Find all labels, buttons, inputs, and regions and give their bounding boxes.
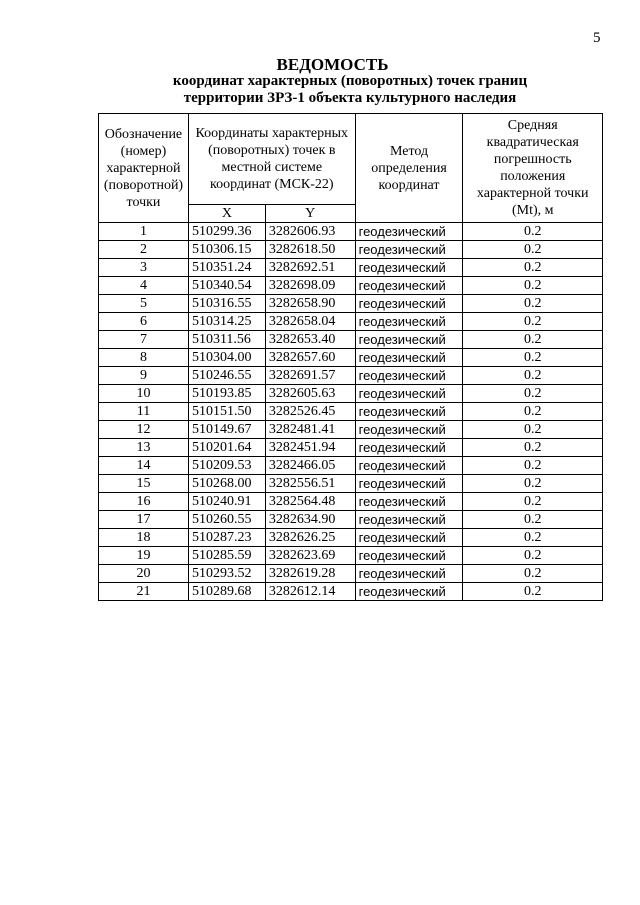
point-number-cell: 10 [99,385,189,403]
y-coordinate-cell: 3282526.45 [265,403,355,421]
x-coordinate-cell: 510293.52 [188,565,265,583]
accuracy-cell: 0.2 [463,223,603,241]
point-number-cell: 3 [99,259,189,277]
x-coordinate-cell: 510340.54 [188,277,265,295]
y-coordinate-cell: 3282634.90 [265,511,355,529]
method-cell: геодезический [355,493,463,511]
x-coordinate-cell: 510316.55 [188,295,265,313]
method-cell: геодезический [355,367,463,385]
accuracy-cell: 0.2 [463,529,603,547]
page-number: 5 [593,30,601,46]
x-coordinate-cell: 510193.85 [188,385,265,403]
method-cell: геодезический [355,439,463,457]
header-designation: Обозначение (номер) характерной (поворотной) точки [99,114,189,223]
x-coordinate-cell: 510289.68 [188,583,265,601]
x-coordinate-cell: 510299.36 [188,223,265,241]
method-cell: геодезический [355,295,463,313]
accuracy-cell: 0.2 [463,493,603,511]
method-cell: геодезический [355,565,463,583]
y-coordinate-cell: 3282623.69 [265,547,355,565]
table-row [99,475,603,493]
title-heading: ВЕДОМОСТЬ [276,55,389,74]
x-coordinate-cell: 510285.59 [188,547,265,565]
method-cell: геодезический [355,403,463,421]
x-coordinate-cell: 510260.55 [188,511,265,529]
accuracy-cell: 0.2 [463,259,603,277]
method-cell: геодезический [355,349,463,367]
y-coordinate-cell: 3282658.90 [265,295,355,313]
method-cell: геодезический [355,241,463,259]
y-coordinate-cell: 3282698.09 [265,277,355,295]
x-coordinate-cell: 510201.64 [188,439,265,457]
x-coordinate-cell: 510304.00 [188,349,265,367]
header-coordinates: Координаты характерных (поворотных) точек в местной системе координат (МСК-22) [188,114,355,205]
accuracy-cell: 0.2 [463,403,603,421]
accuracy-cell: 0.2 [463,295,603,313]
table-row [99,277,603,295]
method-cell: геодезический [355,259,463,277]
accuracy-cell: 0.2 [463,565,603,583]
point-number-cell: 12 [99,421,189,439]
x-coordinate-cell: 510151.50 [188,403,265,421]
y-coordinate-cell: 3282451.94 [265,439,355,457]
point-number-cell: 14 [99,457,189,475]
table-row [99,331,603,349]
method-cell: геодезический [355,583,463,601]
header-accuracy: Средняя квадратическая погрешность положения характерной точки (Mt), м [463,114,603,223]
y-coordinate-cell: 3282564.48 [265,493,355,511]
x-coordinate-cell: 510209.53 [188,457,265,475]
x-coordinate-cell: 510351.24 [188,259,265,277]
header-method: Метод определения координат [355,114,463,223]
accuracy-cell: 0.2 [463,313,603,331]
title-subtitle-line-2: территории ЗРЗ-1 объекта культурного наследия [183,90,517,106]
point-number-cell: 6 [99,313,189,331]
method-cell: геодезический [355,421,463,439]
point-number-cell: 1 [99,223,189,241]
point-number-cell: 5 [99,295,189,313]
accuracy-cell: 0.2 [463,241,603,259]
method-cell: геодезический [355,385,463,403]
point-number-cell: 9 [99,367,189,385]
x-coordinate-cell: 510306.15 [188,241,265,259]
y-coordinate-cell: 3282653.40 [265,331,355,349]
table-row [99,583,603,601]
x-coordinate-cell: 510314.25 [188,313,265,331]
table-row [99,313,603,331]
accuracy-cell: 0.2 [463,439,603,457]
accuracy-cell: 0.2 [463,421,603,439]
table-row [99,223,603,241]
point-number-cell: 17 [99,511,189,529]
title-subtitle-line-1: координат характерных (поворотных) точек границ [172,73,528,89]
y-coordinate-cell: 3282691.57 [265,367,355,385]
table-body [99,223,603,601]
accuracy-cell: 0.2 [463,349,603,367]
y-coordinate-cell: 3282692.51 [265,259,355,277]
table-row [99,439,603,457]
table-row [99,259,603,277]
table-row [99,565,603,583]
accuracy-cell: 0.2 [463,385,603,403]
table-row [99,529,603,547]
point-number-cell: 4 [99,277,189,295]
table-row [99,241,603,259]
method-cell: геодезический [355,457,463,475]
accuracy-cell: 0.2 [463,583,603,601]
coordinates-table [98,113,603,601]
table-row [99,367,603,385]
accuracy-cell: 0.2 [463,511,603,529]
table-row [99,547,603,565]
point-number-cell: 20 [99,565,189,583]
y-coordinate-cell: 3282626.25 [265,529,355,547]
y-coordinate-cell: 3282556.51 [265,475,355,493]
table-row [99,403,603,421]
y-coordinate-cell: 3282605.63 [265,385,355,403]
method-cell: геодезический [355,547,463,565]
point-number-cell: 15 [99,475,189,493]
point-number-cell: 16 [99,493,189,511]
table-row [99,511,603,529]
y-coordinate-cell: 3282481.41 [265,421,355,439]
table-row [99,457,603,475]
method-cell: геодезический [355,313,463,331]
x-coordinate-cell: 510149.67 [188,421,265,439]
x-coordinate-cell: 510240.91 [188,493,265,511]
point-number-cell: 11 [99,403,189,421]
table-row [99,493,603,511]
accuracy-cell: 0.2 [463,457,603,475]
y-coordinate-cell: 3282606.93 [265,223,355,241]
accuracy-cell: 0.2 [463,475,603,493]
header-y: Y [265,205,355,223]
method-cell: геодезический [355,223,463,241]
y-coordinate-cell: 3282618.50 [265,241,355,259]
document-title [0,56,640,107]
table-row [99,421,603,439]
point-number-cell: 18 [99,529,189,547]
method-cell: геодезический [355,475,463,493]
accuracy-cell: 0.2 [463,277,603,295]
y-coordinate-cell: 3282612.14 [265,583,355,601]
x-coordinate-cell: 510246.55 [188,367,265,385]
point-number-cell: 2 [99,241,189,259]
method-cell: геодезический [355,277,463,295]
point-number-cell: 7 [99,331,189,349]
point-number-cell: 21 [99,583,189,601]
y-coordinate-cell: 3282619.28 [265,565,355,583]
table-row [99,385,603,403]
x-coordinate-cell: 510311.56 [188,331,265,349]
accuracy-cell: 0.2 [463,367,603,385]
accuracy-cell: 0.2 [463,331,603,349]
x-coordinate-cell: 510268.00 [188,475,265,493]
header-x: X [188,205,265,223]
y-coordinate-cell: 3282466.05 [265,457,355,475]
method-cell: геодезический [355,331,463,349]
accuracy-cell: 0.2 [463,547,603,565]
point-number-cell: 13 [99,439,189,457]
y-coordinate-cell: 3282657.60 [265,349,355,367]
method-cell: геодезический [355,511,463,529]
point-number-cell: 19 [99,547,189,565]
table-row [99,295,603,313]
x-coordinate-cell: 510287.23 [188,529,265,547]
y-coordinate-cell: 3282658.04 [265,313,355,331]
point-number-cell: 8 [99,349,189,367]
table-row [99,349,603,367]
method-cell: геодезический [355,529,463,547]
